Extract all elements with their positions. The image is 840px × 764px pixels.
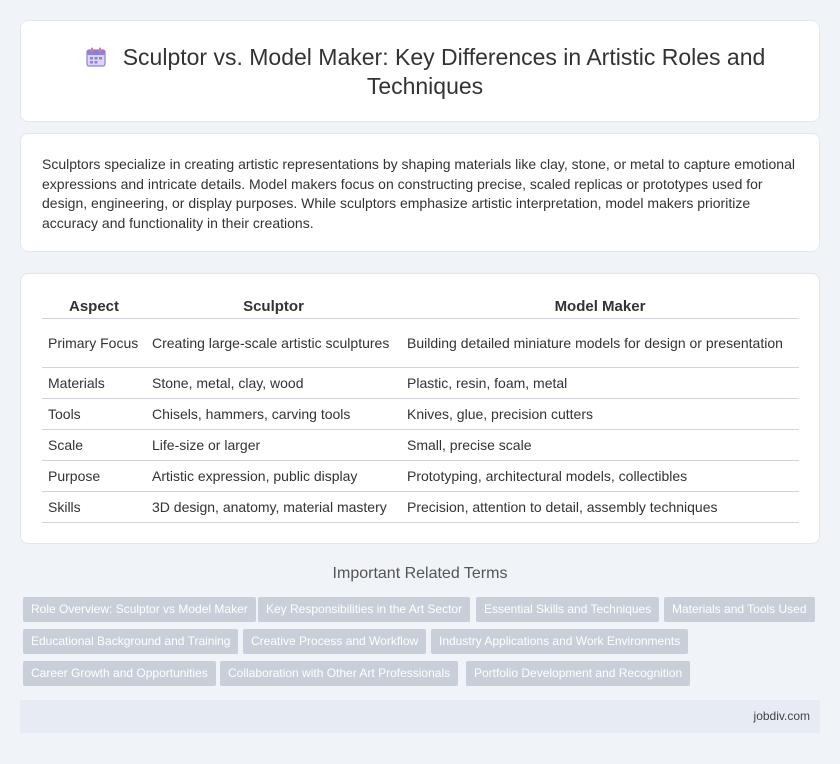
table-cell: Tools — [42, 398, 146, 429]
comparison-card — [20, 273, 820, 544]
table-cell: Primary Focus — [42, 318, 146, 367]
table-cell: Precision, attention to detail, assembly techniques — [401, 491, 799, 522]
related-term-link[interactable]: Career Growth and Opportunities — [23, 661, 216, 686]
related-term-link[interactable]: Essential Skills and Techniques — [476, 597, 659, 622]
related-term-link[interactable]: Key Responsibilities in the Art Sector — [258, 597, 470, 622]
header-model-maker: Model Maker — [401, 296, 799, 318]
table-cell: Small, precise scale — [401, 429, 799, 460]
table-cell: Knives, glue, precision cutters — [401, 398, 799, 429]
table-row — [42, 398, 799, 429]
related-term-link[interactable]: Materials and Tools Used — [664, 597, 815, 622]
table-cell: Life-size or larger — [146, 429, 401, 460]
table-cell: Chisels, hammers, carving tools — [146, 398, 401, 429]
table-cell: Materials — [42, 367, 146, 398]
related-term-link[interactable]: Industry Applications and Work Environments — [431, 629, 688, 654]
header-card — [20, 20, 820, 122]
table-row — [42, 367, 799, 398]
related-term-link[interactable]: Collaboration with Other Art Professionals — [220, 661, 458, 686]
header-sculptor: Sculptor — [146, 296, 401, 318]
comparison-table — [42, 296, 799, 523]
table-cell: Artistic expression, public display — [146, 460, 401, 491]
related-term-link[interactable]: Educational Background and Training — [23, 629, 238, 654]
table-row — [42, 460, 799, 491]
intro-paragraph: Sculptors specialize in creating artistic representations by shaping materials like clay, stone, or metal to capture emotional expressions and intricate details. Model makers focus on constructing precise, scaled replicas or prototypes used for design, engineering, or display purposes. While sculptors emphasize artistic interpretation, model makers prioritize accuracy and functionality in their creations. — [42, 156, 795, 231]
table-cell: Purpose — [42, 460, 146, 491]
page-title — [61, 43, 789, 101]
table-cell: Stone, metal, clay, wood — [146, 367, 401, 398]
related-terms-title: Important Related Terms — [332, 565, 508, 582]
table-cell: Skills — [42, 491, 146, 522]
table-cell: Building detailed miniature models for design or presentation — [401, 318, 799, 367]
related-term-link[interactable]: Portfolio Development and Recognition — [466, 661, 690, 686]
calendar-icon — [85, 46, 107, 68]
table-cell: Prototyping, architectural models, collectibles — [401, 460, 799, 491]
related-term-link[interactable]: Creative Process and Workflow — [243, 629, 426, 654]
table-row — [42, 318, 799, 367]
footer-site-link[interactable]: jobdiv.com — [753, 709, 810, 723]
table-row — [42, 491, 799, 522]
table-cell: Creating large-scale artistic sculptures — [146, 318, 401, 367]
table-cell: 3D design, anatomy, material mastery — [146, 491, 401, 522]
footer-bar — [20, 700, 820, 733]
related-term-link[interactable]: Role Overview: Sculptor vs Model Maker — [23, 597, 256, 622]
table-cell: Scale — [42, 429, 146, 460]
header-aspect: Aspect — [42, 296, 146, 318]
table-row — [42, 429, 799, 460]
table-header-row — [42, 296, 799, 318]
table-cell: Plastic, resin, foam, metal — [401, 367, 799, 398]
page-title-text: Sculptor vs. Model Maker: Key Differences in Artistic Roles and Techniques — [122, 44, 766, 99]
intro-card — [20, 133, 820, 252]
